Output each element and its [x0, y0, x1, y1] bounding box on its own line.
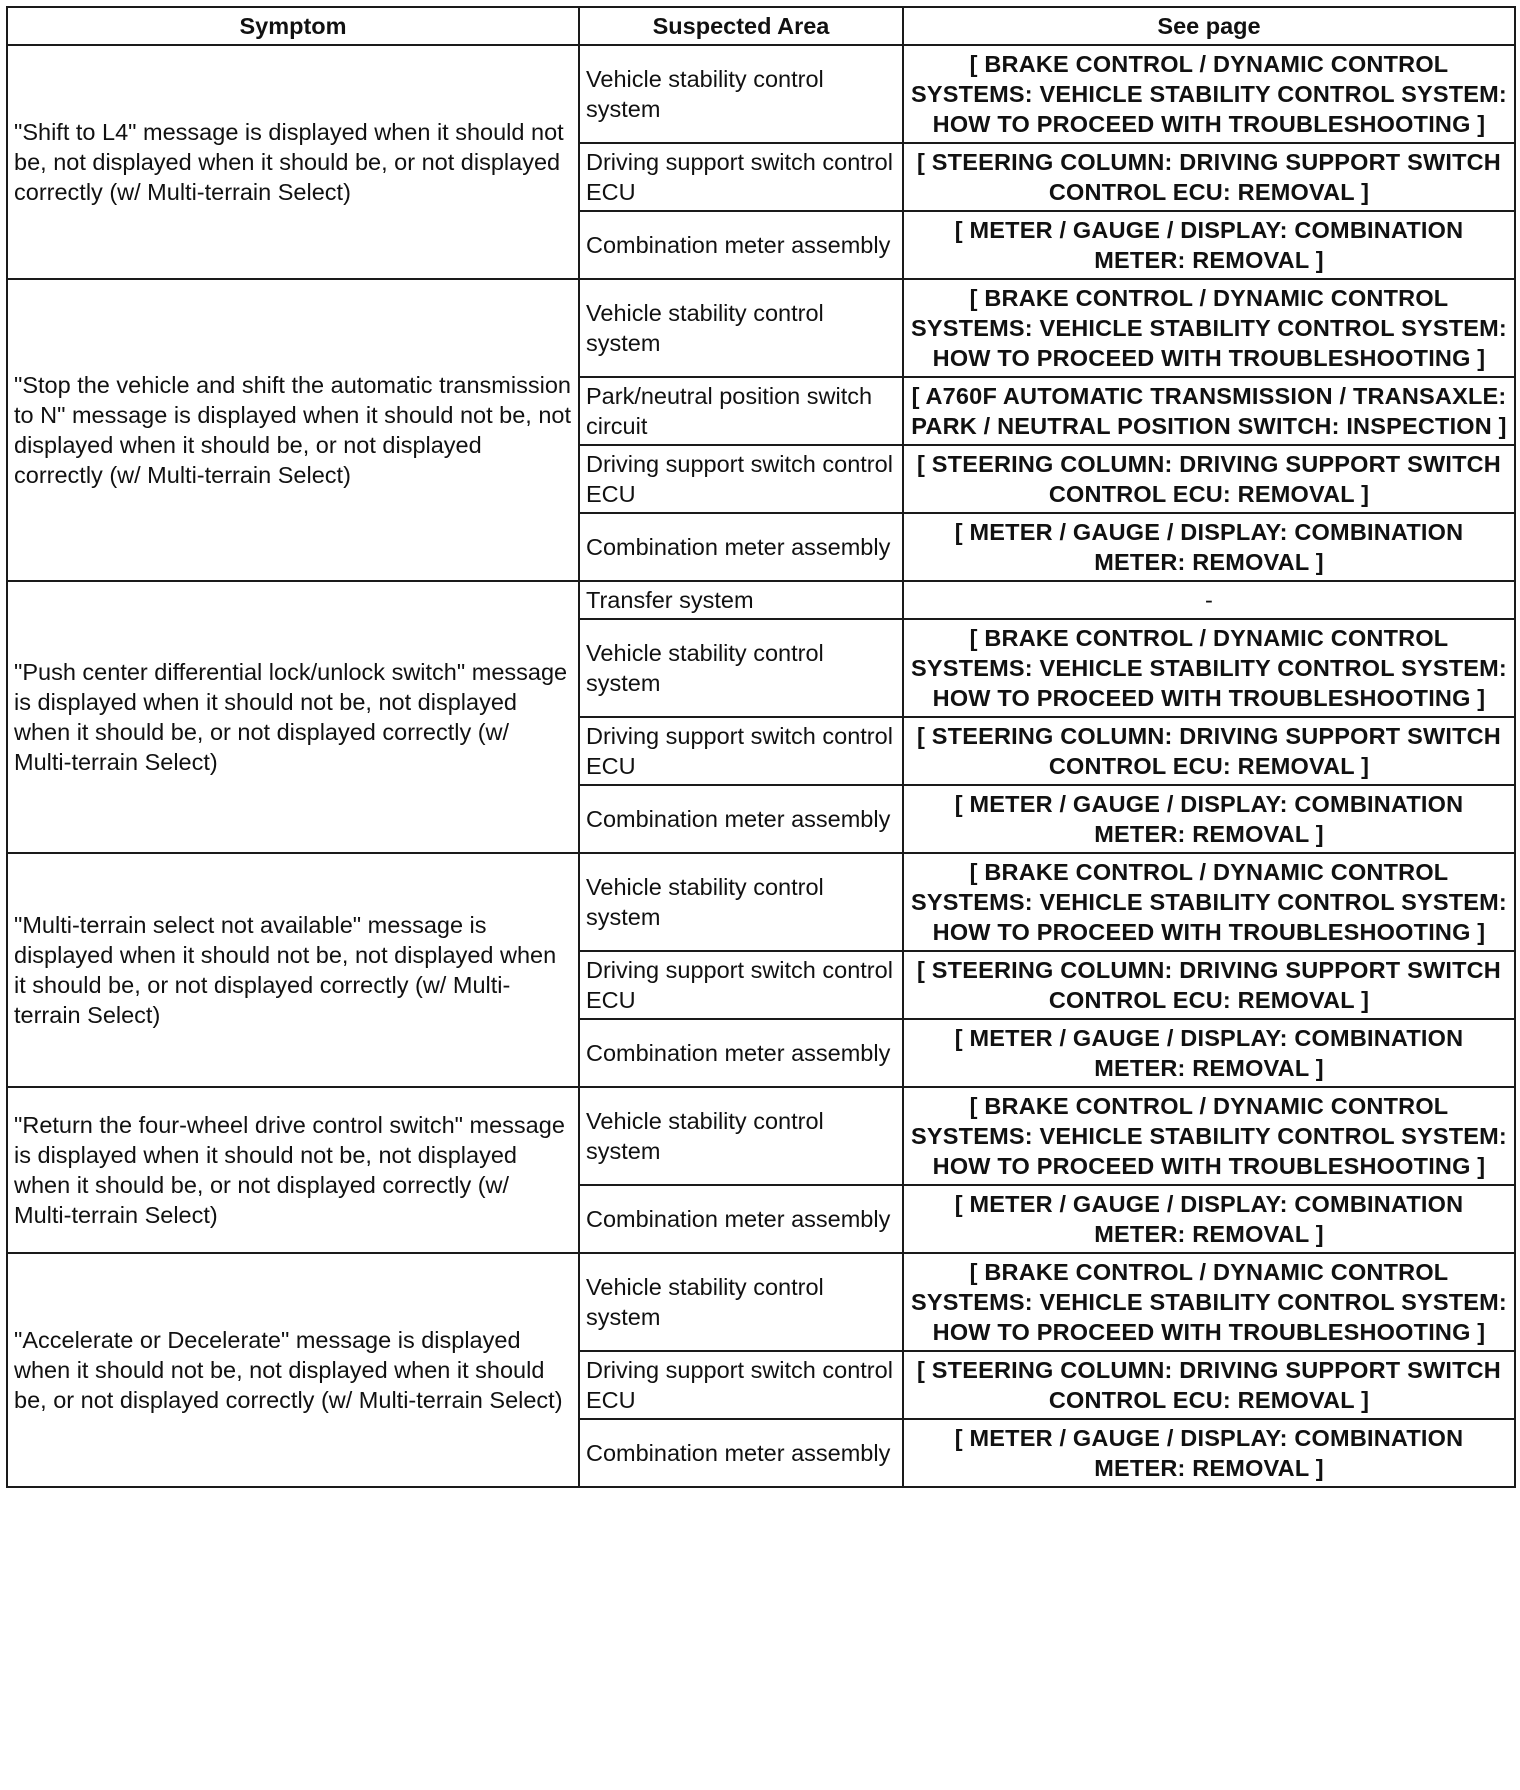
see-page-link[interactable]: [ METER / GAUGE / DISPLAY: COMBINATION METER: REMOVAL ]: [903, 785, 1515, 853]
see-page-link[interactable]: [ BRAKE CONTROL / DYNAMIC CONTROL SYSTEMS: VEHICLE STABILITY CONTROL SYSTEM: HOW TO PROCEED WITH TROUBLESHOOTING ]: [903, 279, 1515, 377]
see-page-link[interactable]: [ METER / GAUGE / DISPLAY: COMBINATION METER: REMOVAL ]: [903, 1185, 1515, 1253]
suspected-area-cell: Combination meter assembly: [579, 1019, 903, 1087]
suspected-area-cell: Driving support switch control ECU: [579, 445, 903, 513]
suspected-area-cell: Driving support switch control ECU: [579, 1351, 903, 1419]
symptom-cell: "Accelerate or Decelerate" message is displayed when it should not be, not displayed when it should be, or not displayed correctly (w/ Multi-terrain Select): [7, 1253, 579, 1487]
see-page-link[interactable]: [ STEERING COLUMN: DRIVING SUPPORT SWITCH CONTROL ECU: REMOVAL ]: [903, 143, 1515, 211]
header-symptom: Symptom: [7, 7, 579, 45]
table-row: [7, 45, 1515, 143]
troubleshooting-table: [6, 6, 1516, 1488]
table-row: [7, 1253, 1515, 1351]
suspected-area-cell: Combination meter assembly: [579, 211, 903, 279]
symptom-cell: "Stop the vehicle and shift the automatic transmission to N" message is displayed when it should not be, not displayed when it should be, or not displayed correctly (w/ Multi-terrain Select): [7, 279, 579, 581]
suspected-area-cell: Combination meter assembly: [579, 1185, 903, 1253]
see-page-link[interactable]: [ STEERING COLUMN: DRIVING SUPPORT SWITCH CONTROL ECU: REMOVAL ]: [903, 951, 1515, 1019]
header-row: [7, 7, 1515, 45]
see-page-link[interactable]: [ STEERING COLUMN: DRIVING SUPPORT SWITCH CONTROL ECU: REMOVAL ]: [903, 717, 1515, 785]
see-page-link[interactable]: [ BRAKE CONTROL / DYNAMIC CONTROL SYSTEMS: VEHICLE STABILITY CONTROL SYSTEM: HOW TO PROCEED WITH TROUBLESHOOTING ]: [903, 853, 1515, 951]
suspected-area-cell: Driving support switch control ECU: [579, 717, 903, 785]
see-page-link[interactable]: [ STEERING COLUMN: DRIVING SUPPORT SWITCH CONTROL ECU: REMOVAL ]: [903, 1351, 1515, 1419]
see-page-link[interactable]: [ METER / GAUGE / DISPLAY: COMBINATION METER: REMOVAL ]: [903, 513, 1515, 581]
suspected-area-cell: Vehicle stability control system: [579, 853, 903, 951]
suspected-area-cell: Combination meter assembly: [579, 1419, 903, 1487]
see-page-link[interactable]: [ METER / GAUGE / DISPLAY: COMBINATION METER: REMOVAL ]: [903, 211, 1515, 279]
table-row: [7, 853, 1515, 951]
see-page-link[interactable]: [ BRAKE CONTROL / DYNAMIC CONTROL SYSTEMS: VEHICLE STABILITY CONTROL SYSTEM: HOW TO PROCEED WITH TROUBLESHOOTING ]: [903, 1253, 1515, 1351]
suspected-area-cell: Combination meter assembly: [579, 785, 903, 853]
suspected-area-cell: Vehicle stability control system: [579, 45, 903, 143]
table-row: [7, 581, 1515, 619]
see-page-link[interactable]: [ BRAKE CONTROL / DYNAMIC CONTROL SYSTEMS: VEHICLE STABILITY CONTROL SYSTEM: HOW TO PROCEED WITH TROUBLESHOOTING ]: [903, 1087, 1515, 1185]
see-page-link[interactable]: [ A760F AUTOMATIC TRANSMISSION / TRANSAXLE: PARK / NEUTRAL POSITION SWITCH: INSPECTION ]: [903, 377, 1515, 445]
see-page-link[interactable]: [ STEERING COLUMN: DRIVING SUPPORT SWITCH CONTROL ECU: REMOVAL ]: [903, 445, 1515, 513]
suspected-area-cell: Driving support switch control ECU: [579, 143, 903, 211]
symptom-cell: "Return the four-wheel drive control switch" message is displayed when it should not be, not displayed when it should be, or not displayed correctly (w/ Multi-terrain Select): [7, 1087, 579, 1253]
suspected-area-cell: Park/neutral position switch circuit: [579, 377, 903, 445]
table-row: [7, 279, 1515, 377]
suspected-area-cell: Transfer system: [579, 581, 903, 619]
suspected-area-cell: Vehicle stability control system: [579, 619, 903, 717]
symptom-cell: "Push center differential lock/unlock switch" message is displayed when it should not be, not displayed when it should be, or not displayed correctly (w/ Multi-terrain Select): [7, 581, 579, 853]
header-suspected-area: Suspected Area: [579, 7, 903, 45]
symptom-cell: "Multi-terrain select not available" message is displayed when it should not be, not displayed when it should be, or not displayed correctly (w/ Multi-terrain Select): [7, 853, 579, 1087]
suspected-area-cell: Driving support switch control ECU: [579, 951, 903, 1019]
header-see-page: See page: [903, 7, 1515, 45]
see-page-link[interactable]: [ BRAKE CONTROL / DYNAMIC CONTROL SYSTEMS: VEHICLE STABILITY CONTROL SYSTEM: HOW TO PROCEED WITH TROUBLESHOOTING ]: [903, 45, 1515, 143]
see-page-link[interactable]: [ METER / GAUGE / DISPLAY: COMBINATION METER: REMOVAL ]: [903, 1419, 1515, 1487]
see-page-link[interactable]: [ BRAKE CONTROL / DYNAMIC CONTROL SYSTEMS: VEHICLE STABILITY CONTROL SYSTEM: HOW TO PROCEED WITH TROUBLESHOOTING ]: [903, 619, 1515, 717]
symptom-cell: "Shift to L4" message is displayed when it should not be, not displayed when it should be, or not displayed correctly (w/ Multi-terrain Select): [7, 45, 579, 279]
see-page-none: -: [903, 581, 1515, 619]
suspected-area-cell: Combination meter assembly: [579, 513, 903, 581]
table-row: [7, 1087, 1515, 1185]
suspected-area-cell: Vehicle stability control system: [579, 1087, 903, 1185]
see-page-link[interactable]: [ METER / GAUGE / DISPLAY: COMBINATION METER: REMOVAL ]: [903, 1019, 1515, 1087]
suspected-area-cell: Vehicle stability control system: [579, 1253, 903, 1351]
suspected-area-cell: Vehicle stability control system: [579, 279, 903, 377]
